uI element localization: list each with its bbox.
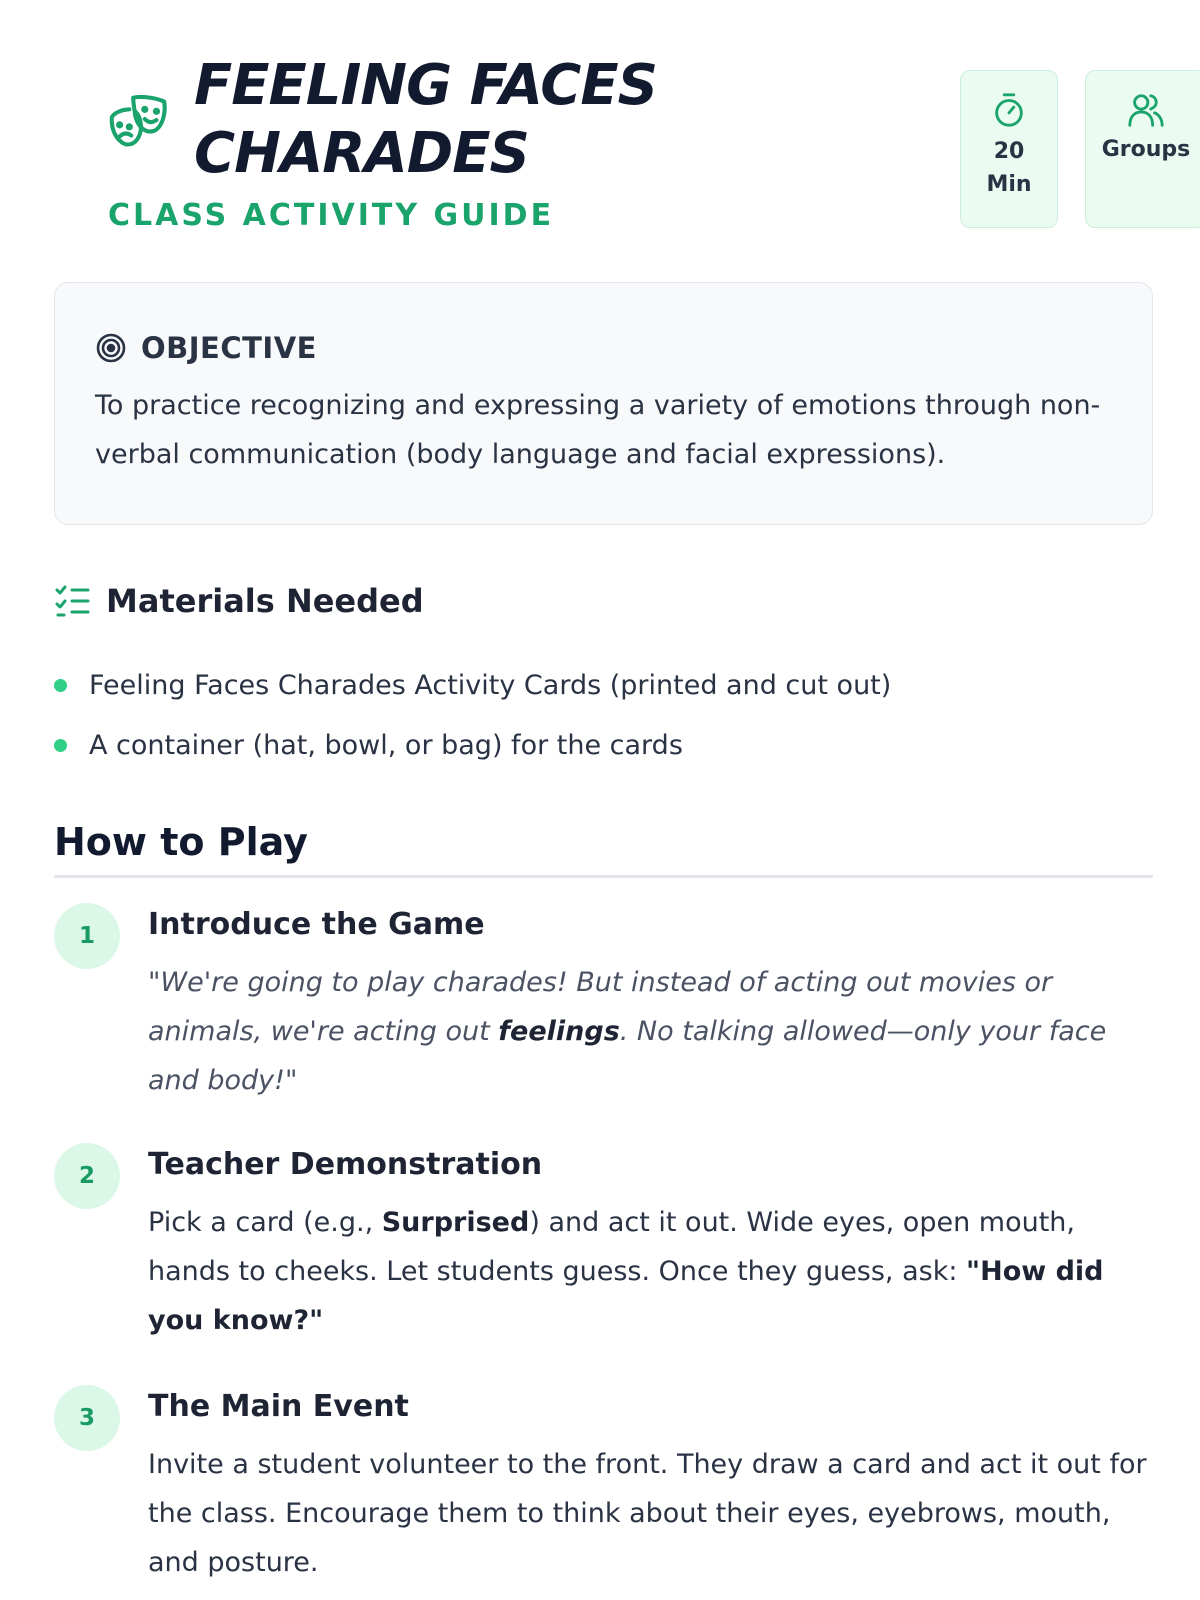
duration-value: 20 bbox=[993, 139, 1025, 164]
list-item bbox=[54, 655, 891, 715]
materials-list bbox=[54, 655, 891, 775]
title-line-2: CHARADES bbox=[194, 121, 529, 186]
step-text-part: Pick a card (e.g., bbox=[148, 1207, 382, 1238]
step-title: The Main Event bbox=[148, 1389, 409, 1424]
materials-title: Materials Needed bbox=[106, 582, 424, 620]
step-text-part: . No talking allowed—only your face and body!" bbox=[148, 1016, 1107, 1096]
step-number: 3 bbox=[54, 1385, 120, 1451]
step-text-bold: Surprised bbox=[381, 1207, 530, 1238]
objective-card bbox=[54, 282, 1153, 525]
duration-unit: Min bbox=[986, 172, 1032, 197]
section-divider bbox=[54, 875, 1153, 878]
objective-text: To practice recognizing and expressing a variety of emotions through non-verbal communication (body language and facial expressions). bbox=[95, 390, 1101, 470]
page-subtitle: CLASS ACTIVITY GUIDE bbox=[108, 198, 555, 233]
step-text-part: "We're going to play charades! But instead of acting out movies or animals, we're acting out bbox=[148, 967, 1053, 1047]
step-text-part: ) and act it out. Wide eyes, open mouth, hands to cheeks. Let students guess. Once they guess, ask: bbox=[148, 1207, 1075, 1287]
how-to-play-title: How to Play bbox=[54, 820, 308, 864]
duration-badge bbox=[960, 70, 1058, 228]
step-text bbox=[148, 1440, 1153, 1587]
objective-title: OBJECTIVE bbox=[141, 331, 317, 365]
bullet-dot bbox=[54, 679, 67, 692]
list-item bbox=[54, 715, 891, 775]
header bbox=[54, 0, 1191, 265]
users-icon bbox=[1127, 91, 1165, 129]
stopwatch-icon bbox=[990, 91, 1028, 129]
step-text-bold: feelings bbox=[498, 1016, 620, 1047]
target-icon bbox=[95, 332, 127, 364]
step-title: Teacher Demonstration bbox=[148, 1147, 543, 1182]
material-text: Feeling Faces Charades Activity Cards (printed and cut out) bbox=[89, 669, 892, 701]
title-line-1: FEELING FACES bbox=[194, 53, 657, 118]
step-text bbox=[148, 958, 1153, 1105]
step-number: 1 bbox=[54, 903, 120, 969]
objective-heading bbox=[95, 331, 317, 365]
theater-masks-icon bbox=[108, 90, 170, 152]
materials-heading bbox=[54, 582, 424, 620]
step-title: Introduce the Game bbox=[148, 907, 485, 942]
step-number: 2 bbox=[54, 1143, 120, 1209]
checklist-icon bbox=[54, 582, 92, 620]
bullet-dot bbox=[54, 739, 67, 752]
step-text-part: Invite a student volunteer to the front. They draw a card and act it out for the class. Encourage them to think about their eyes, eyebrows, mouth, and posture. bbox=[148, 1449, 1147, 1578]
material-text: A container (hat, bowl, or bag) for the cards bbox=[89, 729, 683, 761]
group-badge bbox=[1085, 70, 1200, 228]
step-text bbox=[148, 1198, 1153, 1345]
group-label: Groups bbox=[1101, 137, 1191, 162]
page-title bbox=[194, 52, 657, 188]
step-text-bold: "How did you know?" bbox=[148, 1256, 1104, 1336]
